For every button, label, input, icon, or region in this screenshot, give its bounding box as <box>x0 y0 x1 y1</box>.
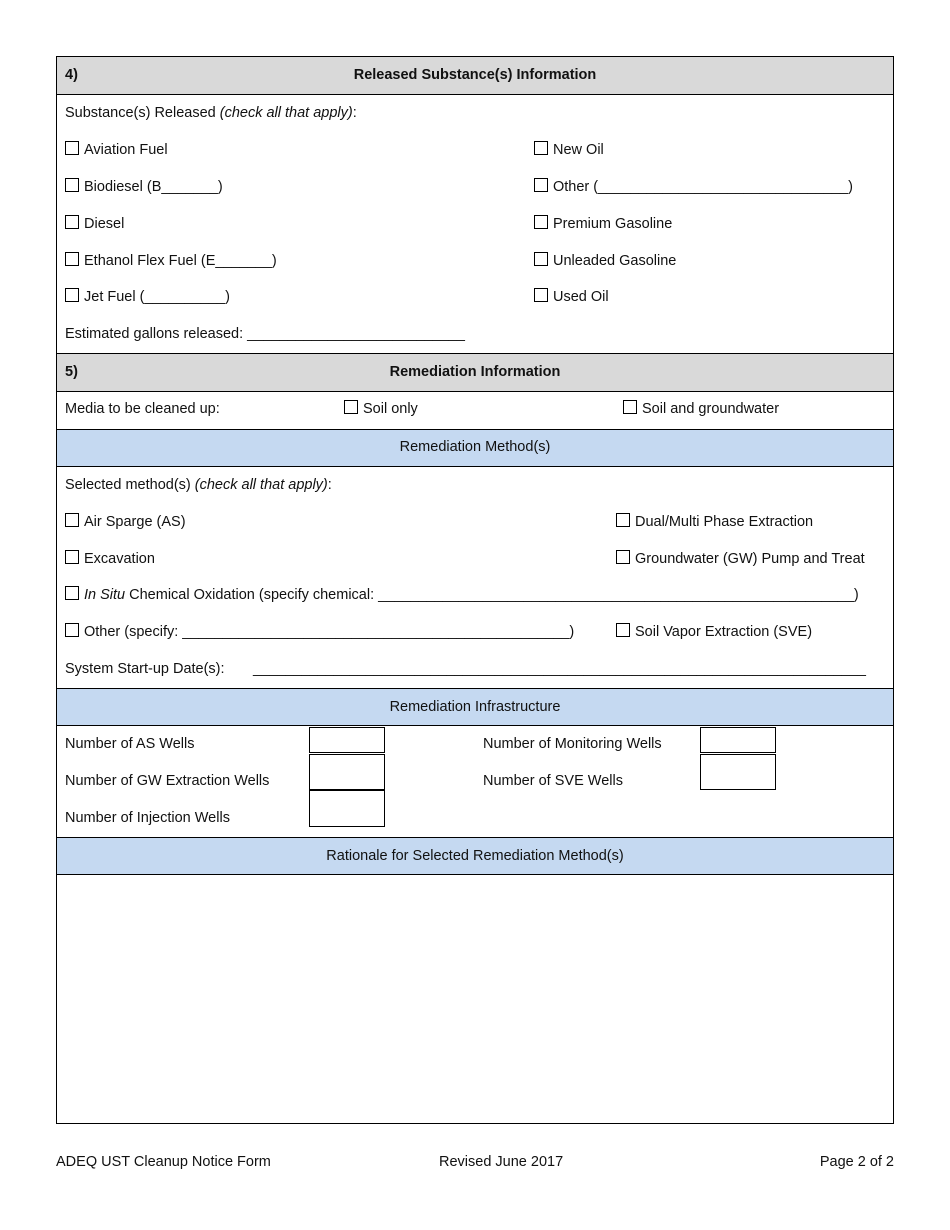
checkbox[interactable] <box>65 586 79 600</box>
checkbox[interactable] <box>623 400 637 414</box>
option-ethanol-flex-fuel[interactable]: Ethanol Flex Fuel (E_______) <box>65 252 277 270</box>
option-soil-vapor-extraction[interactable]: Soil Vapor Extraction (SVE) <box>616 623 812 641</box>
section-5-header <box>57 353 893 392</box>
gw-extraction-wells-label: Number of GW Extraction Wells <box>65 773 270 789</box>
checkbox[interactable] <box>616 623 630 637</box>
option-jet-fuel[interactable]: Jet Fuel (__________) <box>65 288 230 306</box>
checkbox[interactable] <box>534 252 548 266</box>
option-soil-only[interactable]: Soil only <box>344 400 418 418</box>
sve-wells-input[interactable] <box>700 754 776 790</box>
as-wells-label: Number of AS Wells <box>65 736 195 752</box>
section-5-number: 5) <box>65 364 78 380</box>
checkbox[interactable] <box>65 178 79 192</box>
checkbox[interactable] <box>65 623 79 637</box>
section-4-title: Released Substance(s) Information <box>353 67 597 83</box>
option-biodiesel[interactable]: Biodiesel (B_______) <box>65 178 223 196</box>
methods-header-title: Remediation Method(s) <box>399 439 551 455</box>
form-frame <box>56 56 894 1124</box>
section-4-number: 4) <box>65 67 78 83</box>
footer-revision: Revised June 2017 <box>439 1154 564 1170</box>
checkbox[interactable] <box>534 288 548 302</box>
injection-wells-input[interactable] <box>309 790 385 827</box>
rationale-header-title: Rationale for Selected Remediation Method(s) <box>326 848 624 864</box>
monitoring-wells-input[interactable] <box>700 727 776 753</box>
checkbox[interactable] <box>534 141 548 155</box>
option-used-oil[interactable]: Used Oil <box>534 288 609 306</box>
media-label: Media to be cleaned up: <box>65 401 220 417</box>
checkbox[interactable] <box>534 215 548 229</box>
option-premium-gasoline[interactable]: Premium Gasoline <box>534 215 672 233</box>
monitoring-wells-label: Number of Monitoring Wells <box>483 736 662 752</box>
option-unleaded-gasoline[interactable]: Unleaded Gasoline <box>534 252 676 270</box>
checkbox[interactable] <box>344 400 358 414</box>
infrastructure-header <box>57 688 893 726</box>
checkbox[interactable] <box>65 513 79 527</box>
startup-date-field[interactable]: ____________________________________________________________________________ <box>253 661 866 677</box>
option-other-method[interactable]: Other (specify: ________________________________________________) <box>65 623 574 641</box>
rationale-textarea[interactable] <box>57 875 893 1123</box>
injection-wells-label: Number of Injection Wells <box>65 810 230 826</box>
option-aviation-fuel[interactable]: Aviation Fuel <box>65 141 168 159</box>
option-soil-and-groundwater[interactable]: Soil and groundwater <box>623 400 779 418</box>
option-in-situ-chemical-oxidation[interactable]: In Situ Chemical Oxidation (specify chemical: ___________________________________________________________) <box>65 586 859 604</box>
infrastructure-header-title: Remediation Infrastructure <box>389 699 561 715</box>
checkbox[interactable] <box>65 252 79 266</box>
option-other-substance[interactable]: Other (_______________________________) <box>534 178 853 196</box>
section-5-title: Remediation Information <box>389 364 561 380</box>
checkbox[interactable] <box>534 178 548 192</box>
sve-wells-label: Number of SVE Wells <box>483 773 623 789</box>
checkbox[interactable] <box>65 215 79 229</box>
rationale-header <box>57 837 893 875</box>
checkbox[interactable] <box>65 288 79 302</box>
methods-prompt: Selected method(s) (check all that apply): <box>65 477 332 493</box>
gallons-released-field[interactable]: Estimated gallons released: ___________________________ <box>65 326 465 342</box>
media-row <box>57 392 893 430</box>
checkbox[interactable] <box>65 550 79 564</box>
substances-prompt: Substance(s) Released (check all that apply): <box>65 105 357 121</box>
methods-header <box>57 430 893 467</box>
checkbox[interactable] <box>616 550 630 564</box>
gw-extraction-wells-input[interactable] <box>309 754 385 790</box>
startup-date-label: System Start-up Date(s): <box>65 661 225 677</box>
option-new-oil[interactable]: New Oil <box>534 141 604 159</box>
option-air-sparge[interactable]: Air Sparge (AS) <box>65 513 186 531</box>
option-gw-pump-and-treat[interactable]: Groundwater (GW) Pump and Treat <box>616 550 865 568</box>
footer-page-number: Page 2 of 2 <box>819 1154 894 1170</box>
option-dual-phase-extraction[interactable]: Dual/Multi Phase Extraction <box>616 513 813 531</box>
section-4-header <box>57 57 893 95</box>
footer-form-name: ADEQ UST Cleanup Notice Form <box>56 1154 271 1170</box>
checkbox[interactable] <box>65 141 79 155</box>
as-wells-input[interactable] <box>309 727 385 753</box>
checkbox[interactable] <box>616 513 630 527</box>
option-excavation[interactable]: Excavation <box>65 550 155 568</box>
option-diesel[interactable]: Diesel <box>65 215 124 233</box>
